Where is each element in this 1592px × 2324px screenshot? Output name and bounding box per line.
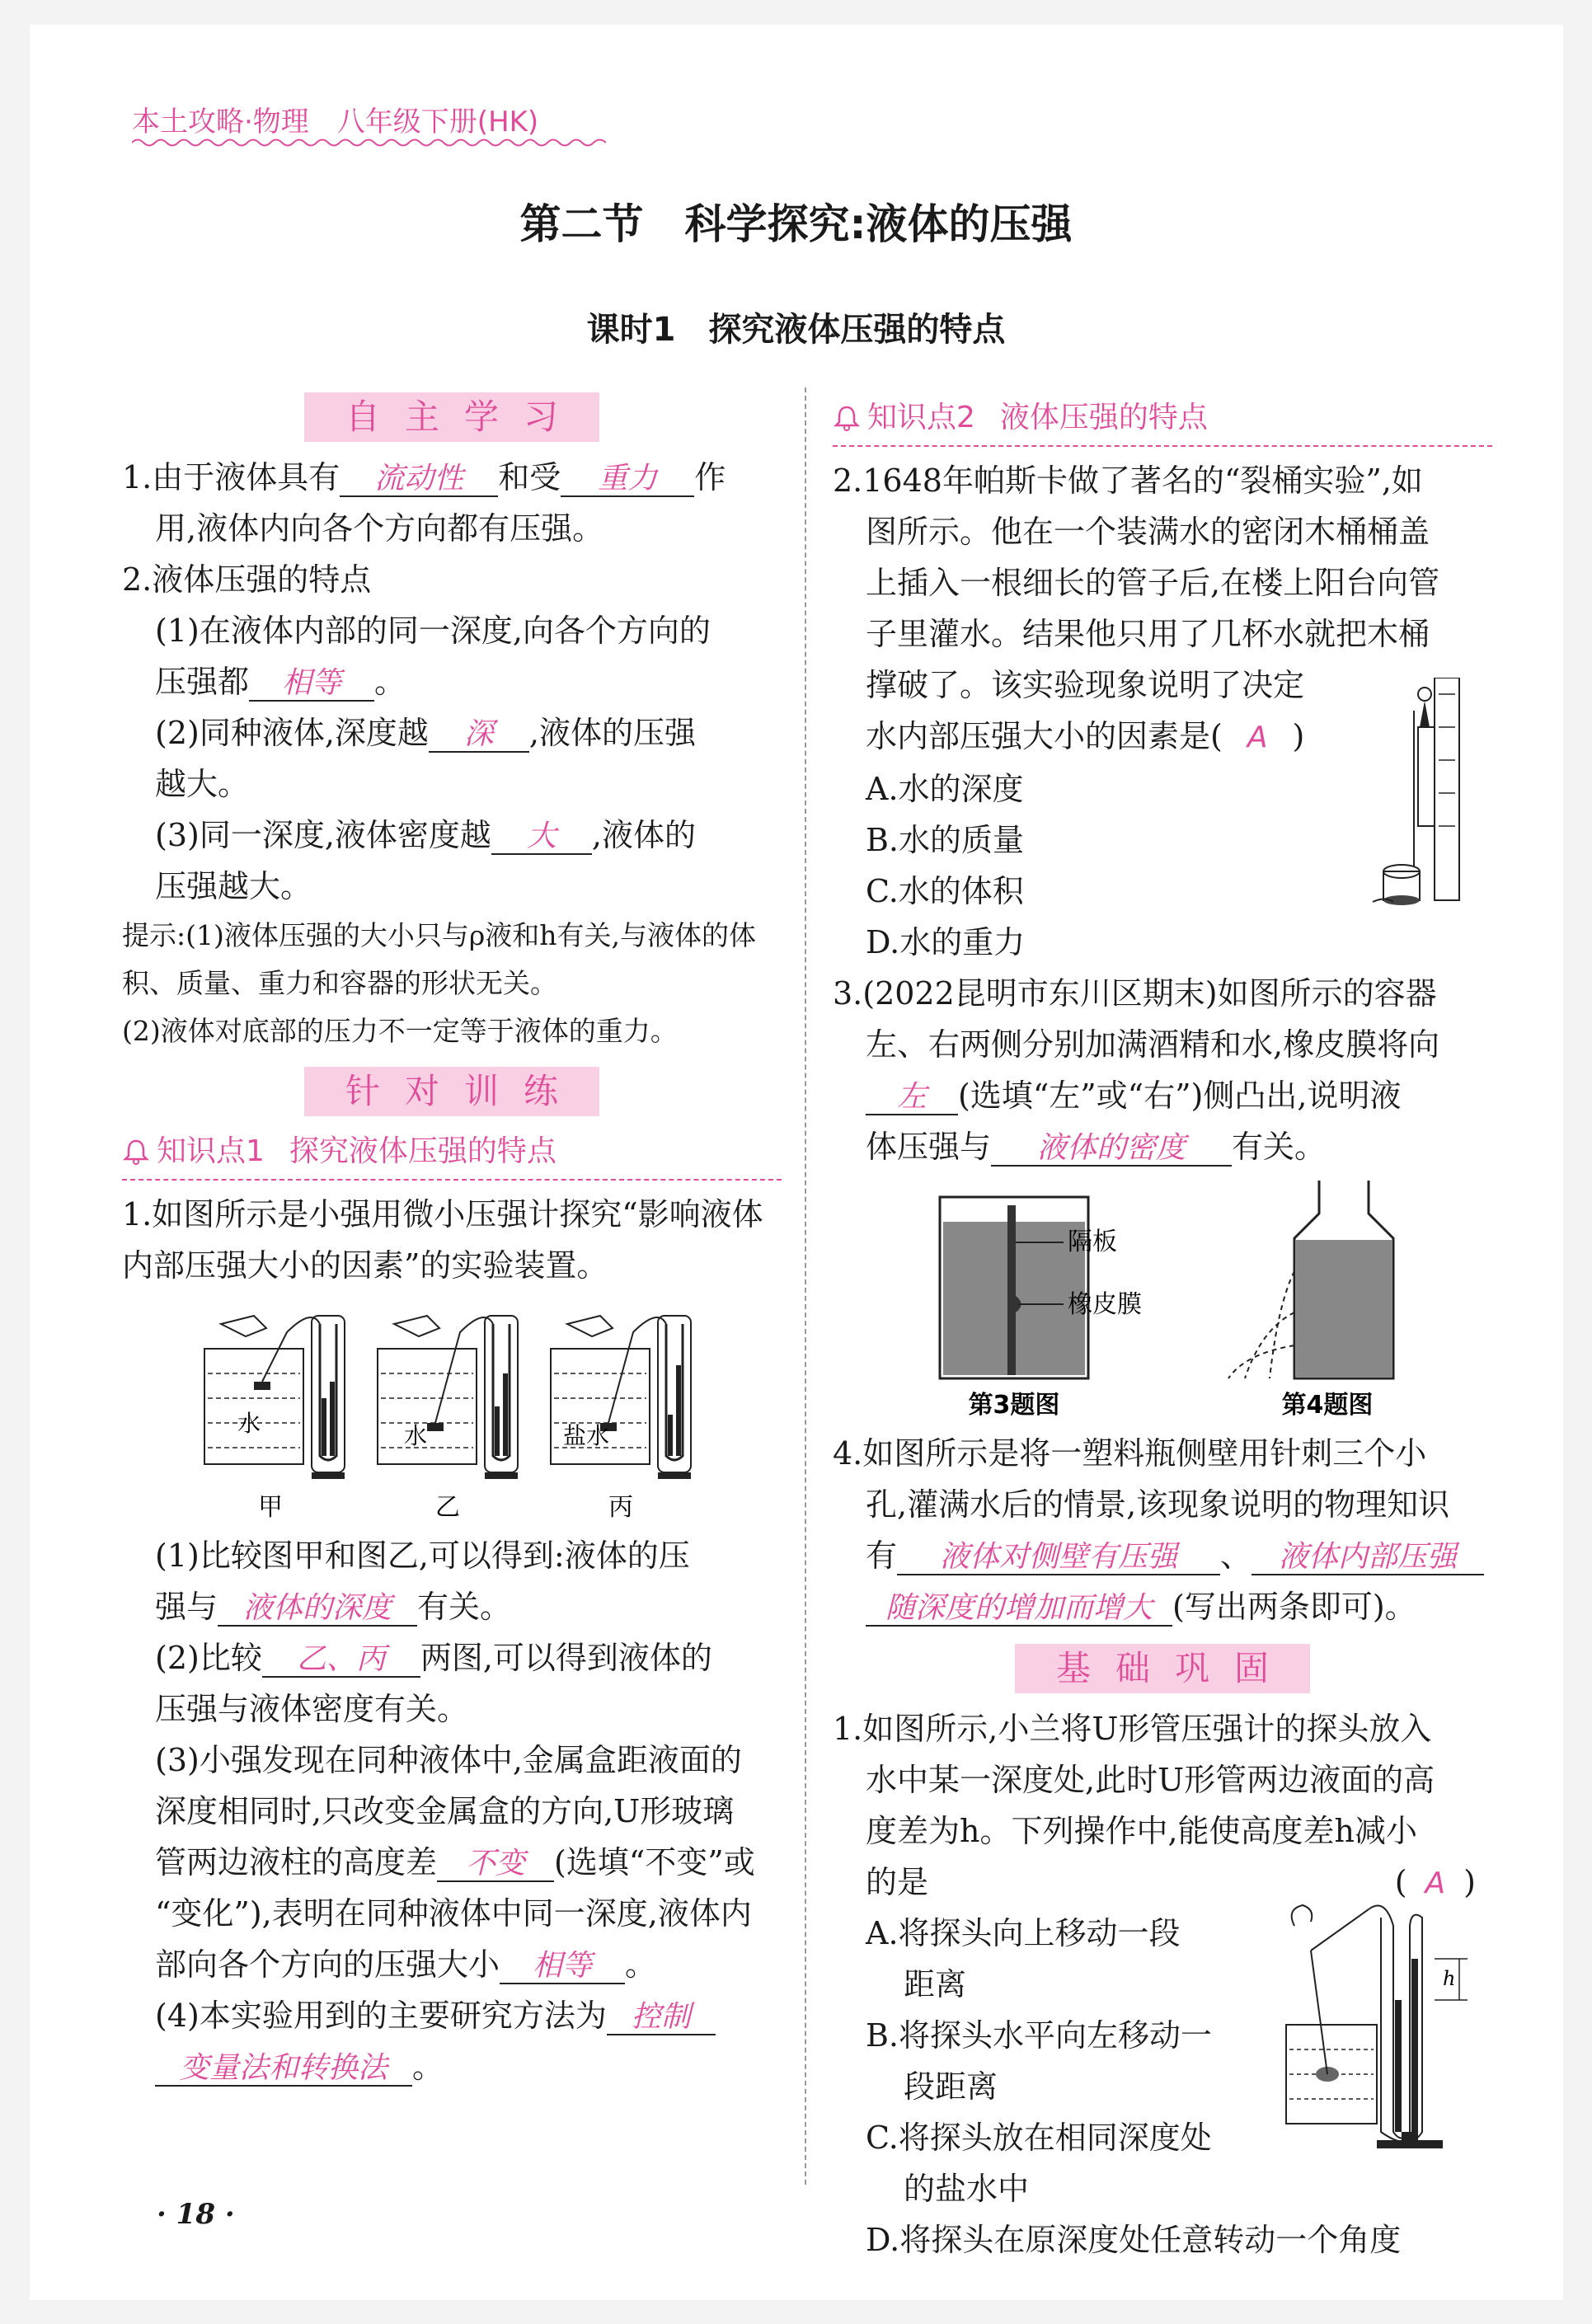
figure-label-jia: 甲 xyxy=(258,1493,283,1522)
option-a: A.水的深度 xyxy=(866,771,1024,807)
q3-q4-figures xyxy=(899,1181,1426,1420)
apparatus-yi xyxy=(378,1316,518,1479)
answer-blank: 随深度的增加而增大 xyxy=(866,1592,1172,1627)
apparatus-bing xyxy=(551,1316,691,1479)
answer-blank: 液体对侧壁有压强 xyxy=(897,1541,1220,1575)
text-line: 的是 ( A ) xyxy=(866,1864,1476,1900)
left-column xyxy=(122,387,782,2092)
answer-blank: 重力 xyxy=(561,462,694,497)
page-number: · 18 · xyxy=(157,2198,235,2231)
answer-blank: 控制 xyxy=(607,2001,716,2035)
option-b: B.水的质量 xyxy=(866,822,1025,858)
figure-label-bing: 丙 xyxy=(608,1493,633,1522)
answer-blank: 液体的深度 xyxy=(218,1592,417,1627)
text-line: 撑破了。该实验现象说明了决定 xyxy=(866,667,1305,703)
text-line: 随深度的增加而增大 (写出两条即可)。 xyxy=(833,1581,1492,1632)
text-line: 压强与液体密度有关。 xyxy=(155,1691,469,1727)
knowledge-point-2: 知识点2 液体压强的特点 xyxy=(833,392,1492,447)
text-line: 水内部压强大小的因素是( A ) xyxy=(866,718,1305,754)
text-line: 子里灌水。结果他只用了几杯水就把木桶 xyxy=(866,616,1430,652)
text-line: 左 (选填“左”或“右”)侧凸出,说明液 xyxy=(833,1070,1492,1121)
option-b: B.将探头水平向左移动一 xyxy=(866,2017,1213,2054)
text-line: 左、右两侧分别加满酒精和水,橡皮膜将向 xyxy=(866,1026,1440,1063)
hint-text: 提示:(1)液体压强的大小只与ρ液和h有关,与液体的体积、质量、重力和容器的形状无关。 xyxy=(122,919,757,999)
training-heading: 针对训练 xyxy=(122,1067,782,1118)
option-c-cont: 的盐水中 xyxy=(904,2171,1030,2207)
text-line: 越大。 xyxy=(155,766,250,802)
text-line: 度差为h。下列操作中,能使高度差h减小 xyxy=(866,1813,1418,1849)
option-d: D.水的重力 xyxy=(866,924,1026,960)
figure-caption-3: 第3题图 xyxy=(968,1391,1060,1420)
text-line: 孔,灌满水后的情景,该现象说明的物理知识 xyxy=(866,1486,1450,1523)
apparatus-jia xyxy=(204,1316,345,1479)
lesson-subtitle: 课时1 探究液体压强的特点 xyxy=(586,311,1006,349)
text-line: (4)本实验用到的主要研究方法为 控制 xyxy=(122,1990,782,2041)
q2-block xyxy=(833,455,1492,968)
text-line: 3.(2022昆明市东川区期末)如图所示的容器 xyxy=(833,975,1437,1012)
self-study-q2-title: 2.液体压强的特点 xyxy=(122,561,372,598)
text-line: 变量法和转换法 。 xyxy=(122,2041,782,2092)
text-line: 4.如图所示是将一塑料瓶侧壁用针刺三个小 xyxy=(833,1435,1427,1472)
text-line: 2.1648年帕斯卡做了著名的“裂桶实验”,如 xyxy=(833,462,1423,499)
text-line: (2)比较 乙、丙 两图,可以得到液体的 xyxy=(155,1640,712,1676)
answer-choice: A xyxy=(1425,1866,1446,1900)
barrel-experiment-figure xyxy=(1369,678,1468,908)
text-line: 强与 液体的深度 有关。 xyxy=(155,1589,512,1625)
text-line: 有 液体对侧壁有压强 、 液体内部压强 xyxy=(833,1530,1492,1581)
knowledge-point-1: 知识点1 探究液体压强的特点 xyxy=(122,1126,782,1181)
answer-blank: 液体内部压强 xyxy=(1252,1541,1484,1575)
height-label: h xyxy=(1443,1967,1456,1990)
option-b-cont: 段距离 xyxy=(904,2068,998,2105)
self-study-heading: 自主学习 xyxy=(122,392,782,444)
text-line: “变化”),表明在同种液体中同一深度,液体内 xyxy=(155,1895,752,1932)
header-wave-decoration xyxy=(132,137,606,148)
option-c: C.将探头放在相同深度处 xyxy=(866,2120,1212,2156)
pressure-gauge-figure xyxy=(188,1299,716,1522)
option-a: A.将探头向上移动一段 xyxy=(866,1915,1181,1951)
answer-choice: A xyxy=(1247,721,1268,754)
text-line: (3)同一深度,液体密度越 大 ,液体的 xyxy=(155,817,697,853)
option-a-cont: 距离 xyxy=(904,1966,967,2002)
text-line: (3)小强发现在同种液体中,金属盒距液面的 xyxy=(155,1742,742,1778)
answer-blank: 左 xyxy=(866,1081,958,1115)
u-tube-gauge-figure xyxy=(1278,1901,1484,2165)
answer-blank: 不变 xyxy=(437,1847,554,1882)
bell-icon xyxy=(122,1138,150,1166)
text-line: (2)同种液体,深度越 深 ,液体的压强 xyxy=(155,715,697,751)
text-line: (1)在液体内部的同一深度,向各个方向的 xyxy=(155,613,711,649)
running-header: 本土攻略·物理 八年级下册(HK) xyxy=(132,106,539,139)
answer-blank: 相等 xyxy=(500,1950,625,1984)
text-line: 管两边液柱的高度差 不变 (选填“不变”或 xyxy=(155,1844,755,1880)
bell-icon xyxy=(833,404,861,432)
membrane-label: 橡皮膜 xyxy=(1068,1290,1142,1319)
liquid-label: 水 xyxy=(404,1422,428,1449)
figure-caption-4: 第4题图 xyxy=(1281,1391,1374,1420)
answer-blank: 液体的密度 xyxy=(991,1132,1232,1167)
figure-label-yi: 乙 xyxy=(435,1493,460,1522)
option-d: D.将探头在原深度处任意转动一个角度 xyxy=(866,2222,1402,2258)
answer-blank: 流动性 xyxy=(340,462,498,497)
text-line: 图所示。他在一个装满水的密闭木桶桶盖 xyxy=(866,514,1430,550)
text-line: 1.如图所示,小兰将U形管压强计的探头放入 xyxy=(833,1711,1432,1747)
answer-blank: 乙、丙 xyxy=(262,1643,420,1678)
liquid-label: 水 xyxy=(237,1410,261,1437)
text-line: 用,液体内向各个方向都有压强。 xyxy=(155,510,604,547)
answer-blank: 变量法和转换法 xyxy=(155,2052,412,2087)
text-line: 体压强与 液体的密度 有关。 xyxy=(866,1129,1327,1165)
text-line: 水中某一深度处,此时U形管两边液面的高 xyxy=(866,1762,1435,1798)
hint-text: (2)液体对底部的压力不一定等于液体的重力。 xyxy=(122,1015,678,1047)
text-line: 压强越大。 xyxy=(155,868,312,904)
text-line: 深度相同时,只改变金属盒的方向,U形玻璃 xyxy=(155,1793,735,1829)
text-line: 部向各个方向的压强大小 相等 。 xyxy=(155,1946,657,1983)
answer-blank: 相等 xyxy=(249,667,374,702)
option-c: C.水的体积 xyxy=(866,873,1024,909)
answer-blank: 大 xyxy=(491,820,592,855)
text-line: 压强都 相等 。 xyxy=(155,664,406,700)
partition-container-figure xyxy=(940,1197,1142,1420)
section-title: 第二节 科学探究:液体的压强 xyxy=(519,200,1073,248)
liquid-label: 盐水 xyxy=(563,1422,610,1449)
right-column xyxy=(833,387,1492,2265)
text-line: 上插入一根细长的管子后,在楼上阳台向管 xyxy=(866,565,1440,601)
answer-blank: 深 xyxy=(429,718,529,753)
partition-label: 隔板 xyxy=(1068,1228,1117,1256)
text-line: (1)比较图甲和图乙,可以得到:液体的压 xyxy=(155,1538,690,1574)
bottle-holes-figure xyxy=(1228,1181,1393,1420)
basic-heading: 基础巩固 xyxy=(833,1644,1492,1695)
self-study-q1: 1.由于液体具有 流动性 和受 重力 作 xyxy=(122,459,726,495)
training-q1-stem: 1.如图所示是小强用微小压强计探究“影响液体内部压强大小的因素”的实验装置。 xyxy=(122,1196,763,1284)
basic-q1-block xyxy=(833,1703,1492,2265)
column-divider xyxy=(805,387,806,2185)
